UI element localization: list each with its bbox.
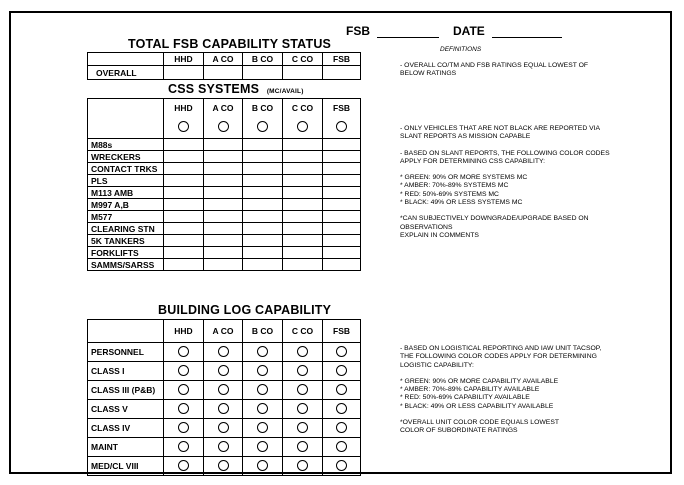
- status-circle[interactable]: [297, 346, 308, 357]
- note-spacer: [400, 411, 601, 419]
- blc-col-hhd: HHD: [164, 320, 204, 343]
- status-circle[interactable]: [297, 460, 308, 471]
- status-circle[interactable]: [297, 441, 308, 452]
- css-title: [168, 82, 304, 96]
- css-row-label: PLS: [88, 175, 164, 187]
- css-cell[interactable]: [283, 223, 323, 235]
- css-cell[interactable]: [323, 175, 361, 187]
- blc-cell: [164, 343, 204, 362]
- note-line: * AMBER: 70%-89% SYSTEMS MC: [400, 182, 509, 190]
- css-cell[interactable]: [204, 139, 243, 151]
- css-b-co-circle[interactable]: [257, 121, 268, 132]
- css-cell[interactable]: [243, 259, 283, 271]
- col-a-co: A CO: [204, 53, 243, 66]
- date-blank-line: [492, 37, 562, 38]
- note-line: * BLACK: 49% OR LESS CAPABILITY AVAILABLE: [400, 402, 554, 410]
- blc-row-label: CLASS III (P&B): [88, 381, 164, 400]
- blc-cell: [323, 419, 361, 438]
- css-title-text: CSS SYSTEMS: [168, 82, 260, 96]
- css-cell[interactable]: [323, 139, 361, 151]
- css-row-label: M577: [88, 211, 164, 223]
- css-row: [88, 223, 361, 235]
- css-row: [88, 163, 361, 175]
- blc-row-label: MED/CL VIII: [88, 457, 164, 476]
- css-cell[interactable]: [204, 175, 243, 187]
- css-cell[interactable]: [323, 235, 361, 247]
- blc-title: BUILDING LOG CAPABILITY: [158, 303, 332, 317]
- css-cell[interactable]: [243, 151, 283, 163]
- blc-cell: [323, 438, 361, 457]
- css-row-label: M113 AMB: [88, 187, 164, 199]
- status-circle[interactable]: [257, 346, 268, 357]
- status-circle[interactable]: [178, 365, 189, 376]
- css-cell[interactable]: [204, 199, 243, 211]
- css-row-label: M88s: [88, 139, 164, 151]
- css-cell[interactable]: [243, 247, 283, 259]
- blc-row: [88, 419, 361, 438]
- css-cell[interactable]: [323, 151, 361, 163]
- status-circle[interactable]: [336, 365, 347, 376]
- css-cell[interactable]: [204, 163, 243, 175]
- blc-cell: [323, 457, 361, 476]
- blc-cell: [243, 343, 283, 362]
- css-cell[interactable]: [164, 259, 204, 271]
- blc-cell: [204, 381, 243, 400]
- blc-col-a-co: A CO: [204, 320, 243, 343]
- blc-cell: [323, 381, 361, 400]
- note-line: * RED: 50%-69% CAPABILITY AVAILABLE: [400, 394, 530, 402]
- blc-cell: [243, 381, 283, 400]
- status-circle[interactable]: [178, 384, 189, 395]
- total-fsb-title: TOTAL FSB CAPABILITY STATUS: [128, 37, 332, 51]
- css-cell[interactable]: [164, 223, 204, 235]
- fsb-label: FSB: [346, 24, 370, 38]
- blc-cell: [283, 457, 323, 476]
- blc-cell: [243, 419, 283, 438]
- css-cell[interactable]: [323, 223, 361, 235]
- css-cell[interactable]: [283, 211, 323, 223]
- note-line: *CAN SUBJECTIVELY DOWNGRADE/UPGRADE BASED ON: [400, 215, 589, 223]
- status-circle[interactable]: [178, 441, 189, 452]
- css-cell[interactable]: [243, 187, 283, 199]
- blc-cell: [283, 381, 323, 400]
- css-cell[interactable]: [204, 235, 243, 247]
- note-spacer: [400, 370, 601, 378]
- note-line: * BLACK: 49% OR LESS SYSTEMS MC: [400, 199, 523, 207]
- blc-cell: [243, 438, 283, 457]
- css-row: [88, 211, 361, 223]
- status-circle[interactable]: [257, 384, 268, 395]
- css-cell[interactable]: [164, 247, 204, 259]
- css-cell[interactable]: [204, 247, 243, 259]
- status-circle[interactable]: [218, 365, 229, 376]
- status-circle[interactable]: [178, 346, 189, 357]
- css-col-header: [283, 99, 323, 139]
- css-cell[interactable]: [204, 151, 243, 163]
- status-circle[interactable]: [257, 403, 268, 414]
- note-line: - OVERALL CO/TM AND FSB RATINGS EQUAL LOWEST OF: [400, 62, 589, 69]
- status-circle[interactable]: [257, 365, 268, 376]
- css-row: [88, 151, 361, 163]
- blc-cell: [164, 438, 204, 457]
- status-circle[interactable]: [336, 422, 347, 433]
- note-line: * AMBER: 70%-89% CAPABILITY AVAILABLE: [400, 386, 540, 394]
- css-hhd-circle[interactable]: [178, 121, 189, 132]
- blc-cell: [323, 343, 361, 362]
- blc-cell: [164, 457, 204, 476]
- css-fsb-circle[interactable]: [336, 121, 347, 132]
- note-line: SLANT REPORTS AS MISSION CAPABLE: [400, 133, 531, 141]
- status-circle[interactable]: [297, 365, 308, 376]
- status-circle[interactable]: [336, 384, 347, 395]
- status-circle[interactable]: [178, 422, 189, 433]
- css-row: [88, 259, 361, 271]
- css-col-b-co: B CO: [251, 103, 274, 113]
- css-cell[interactable]: [283, 259, 323, 271]
- blc-row-label: CLASS I: [88, 362, 164, 381]
- css-subtitle: (MC/AVAIL): [266, 88, 304, 95]
- status-circle[interactable]: [297, 403, 308, 414]
- status-circle[interactable]: [336, 403, 347, 414]
- blc-table: [87, 319, 361, 476]
- css-row-label: CONTACT TRKS: [88, 163, 164, 175]
- blc-row: [88, 400, 361, 419]
- blc-row-label: CLASS V: [88, 400, 164, 419]
- css-cell[interactable]: [283, 235, 323, 247]
- css-cell[interactable]: [323, 187, 361, 199]
- overall-row: [88, 66, 361, 80]
- blc-cell: [323, 400, 361, 419]
- blc-row: [88, 438, 361, 457]
- css-cell[interactable]: [164, 211, 204, 223]
- css-cell[interactable]: [204, 187, 243, 199]
- notes-overall: [400, 62, 588, 79]
- blc-cell: [243, 362, 283, 381]
- fsb-blank-line: [377, 37, 439, 38]
- css-cell[interactable]: [243, 235, 283, 247]
- css-cell[interactable]: [243, 223, 283, 235]
- overall-cell[interactable]: [243, 66, 283, 80]
- status-circle[interactable]: [257, 422, 268, 433]
- css-cell[interactable]: [323, 259, 361, 271]
- note-spacer: [400, 166, 610, 174]
- status-circle[interactable]: [297, 384, 308, 395]
- css-corner: [88, 99, 164, 139]
- blc-col-c-co: C CO: [283, 320, 323, 343]
- css-a-co-circle[interactable]: [218, 121, 229, 132]
- blc-cell: [164, 419, 204, 438]
- status-circle[interactable]: [218, 460, 229, 471]
- blc-cell: [243, 457, 283, 476]
- date-label: DATE: [453, 24, 485, 38]
- status-circle[interactable]: [297, 422, 308, 433]
- css-cell[interactable]: [243, 139, 283, 151]
- col-hhd: HHD: [164, 53, 204, 66]
- css-row-label: M997 A,B: [88, 199, 164, 211]
- status-circle[interactable]: [336, 441, 347, 452]
- css-cell[interactable]: [164, 199, 204, 211]
- overall-cell[interactable]: [283, 66, 323, 80]
- blc-row-label: MAINT: [88, 438, 164, 457]
- css-cell[interactable]: [243, 199, 283, 211]
- note-spacer: [400, 207, 610, 215]
- blc-cell: [164, 381, 204, 400]
- blc-col-fsb: FSB: [323, 320, 361, 343]
- css-row: [88, 187, 361, 199]
- overall-label: OVERALL: [88, 66, 164, 80]
- note-line: * GREEN: 90% OR MORE SYSTEMS MC: [400, 174, 528, 182]
- status-circle[interactable]: [336, 460, 347, 471]
- blc-cell: [283, 419, 323, 438]
- css-row-label: WRECKERS: [88, 151, 164, 163]
- status-circle[interactable]: [218, 422, 229, 433]
- css-row-label: 5K TANKERS: [88, 235, 164, 247]
- css-col-header: [243, 99, 283, 139]
- css-col-c-co: C CO: [291, 103, 314, 113]
- blc-cell: [283, 343, 323, 362]
- blc-cell: [164, 400, 204, 419]
- blc-cell: [204, 400, 243, 419]
- css-cell[interactable]: [164, 151, 204, 163]
- css-cell[interactable]: [323, 211, 361, 223]
- note-line: * GREEN: 90% OR MORE CAPABILITY AVAILABLE: [400, 377, 559, 385]
- blc-cell: [243, 400, 283, 419]
- blc-cell: [323, 362, 361, 381]
- css-cell[interactable]: [164, 187, 204, 199]
- status-circle[interactable]: [178, 460, 189, 471]
- css-cell[interactable]: [283, 139, 323, 151]
- css-row: [88, 199, 361, 211]
- status-circle[interactable]: [336, 346, 347, 357]
- blc-row: [88, 381, 361, 400]
- total-fsb-table: [87, 52, 361, 80]
- css-cell[interactable]: [283, 187, 323, 199]
- css-cell[interactable]: [204, 223, 243, 235]
- note-line: COLOR OF SUBORDINATE RATINGS: [400, 427, 518, 435]
- blc-cell: [204, 362, 243, 381]
- css-col-header: [323, 99, 361, 139]
- note-line: - BASED ON SLANT REPORTS, THE FOLLOWING COLOR CODES: [400, 149, 610, 157]
- blc-cell: [204, 457, 243, 476]
- css-cell[interactable]: [243, 163, 283, 175]
- css-col-header: [204, 99, 243, 139]
- note-line: - ONLY VEHICLES THAT ARE NOT BLACK ARE REPORTED VIA: [400, 125, 601, 132]
- blc-row-label: CLASS IV: [88, 419, 164, 438]
- blc-row: [88, 457, 361, 476]
- css-col-fsb: FSB: [333, 103, 350, 113]
- css-cell[interactable]: [283, 175, 323, 187]
- blc-cell: [283, 438, 323, 457]
- fsb-field[interactable]: [346, 24, 439, 38]
- col-b-co: B CO: [243, 53, 283, 66]
- note-line: *OVERALL UNIT COLOR CODE EQUALS LOWEST: [400, 419, 560, 427]
- blc-cell: [204, 438, 243, 457]
- css-cell[interactable]: [204, 211, 243, 223]
- blc-cell: [164, 362, 204, 381]
- note-line: EXPLAIN IN COMMENTS: [400, 231, 479, 239]
- notes-css: [400, 125, 610, 240]
- col-fsb: FSB: [323, 53, 361, 66]
- date-field[interactable]: [453, 24, 562, 38]
- blc-row-label: PERSONNEL: [88, 343, 164, 362]
- css-cell[interactable]: [243, 211, 283, 223]
- total-fsb-corner: [88, 53, 164, 66]
- css-cell[interactable]: [323, 247, 361, 259]
- css-row: [88, 235, 361, 247]
- css-row: [88, 247, 361, 259]
- css-row-label: FORKLIFTS: [88, 247, 164, 259]
- status-circle[interactable]: [178, 403, 189, 414]
- css-col-a-co: A CO: [212, 103, 234, 113]
- overall-cell[interactable]: [323, 66, 361, 80]
- css-cell[interactable]: [164, 139, 204, 151]
- note-line: OBSERVATIONS: [400, 223, 453, 231]
- css-cell[interactable]: [164, 175, 204, 187]
- note-line: BELOW RATINGS: [400, 70, 457, 78]
- blc-row: [88, 343, 361, 362]
- note-line: LOGISTIC CAPABILITY:: [400, 361, 474, 369]
- blc-col-b-co: B CO: [243, 320, 283, 343]
- css-col-hhd: HHD: [174, 103, 193, 113]
- status-circle[interactable]: [257, 441, 268, 452]
- status-circle[interactable]: [218, 441, 229, 452]
- css-c-co-circle[interactable]: [297, 121, 308, 132]
- status-circle[interactable]: [218, 384, 229, 395]
- notes-blc: [400, 345, 601, 436]
- note-line: * RED: 50%-69% SYSTEMS MC: [400, 190, 499, 198]
- css-cell[interactable]: [204, 259, 243, 271]
- css-row-label: CLEARING STN: [88, 223, 164, 235]
- status-circle[interactable]: [257, 460, 268, 471]
- status-circle[interactable]: [218, 403, 229, 414]
- blc-cell: [283, 400, 323, 419]
- overall-cell[interactable]: [204, 66, 243, 80]
- blc-cell: [204, 419, 243, 438]
- css-row: [88, 175, 361, 187]
- css-col-header: [164, 99, 204, 139]
- css-row: [88, 139, 361, 151]
- note-spacer: [400, 142, 610, 150]
- css-cell[interactable]: [243, 175, 283, 187]
- css-table: [87, 98, 361, 271]
- css-cell[interactable]: [283, 199, 323, 211]
- col-c-co: C CO: [283, 53, 323, 66]
- css-cell[interactable]: [164, 235, 204, 247]
- css-cell[interactable]: [283, 163, 323, 175]
- css-header-row: [88, 99, 361, 139]
- status-circle[interactable]: [218, 346, 229, 357]
- total-fsb-header-row: [88, 53, 361, 66]
- overall-cell[interactable]: [164, 66, 204, 80]
- css-row-label: SAMMS/SARSS: [88, 259, 164, 271]
- definitions-label: DEFINITIONS: [440, 46, 482, 53]
- note-line: - BASED ON LOGISTICAL REPORTING AND IAW UNIT TACSOP,: [400, 345, 602, 352]
- css-cell[interactable]: [323, 163, 361, 175]
- blc-corner: [88, 320, 164, 343]
- blc-row: [88, 362, 361, 381]
- blc-cell: [204, 343, 243, 362]
- css-cell[interactable]: [323, 199, 361, 211]
- css-cell[interactable]: [283, 151, 323, 163]
- blc-cell: [283, 362, 323, 381]
- blc-header-row: [88, 320, 361, 343]
- css-cell[interactable]: [283, 247, 323, 259]
- note-line: APPLY FOR DETERMINING CSS CAPABILITY:: [400, 157, 546, 165]
- note-line: THE FOLLOWING COLOR CODES APPLY FOR DETERMINING: [400, 353, 597, 361]
- css-cell[interactable]: [164, 163, 204, 175]
